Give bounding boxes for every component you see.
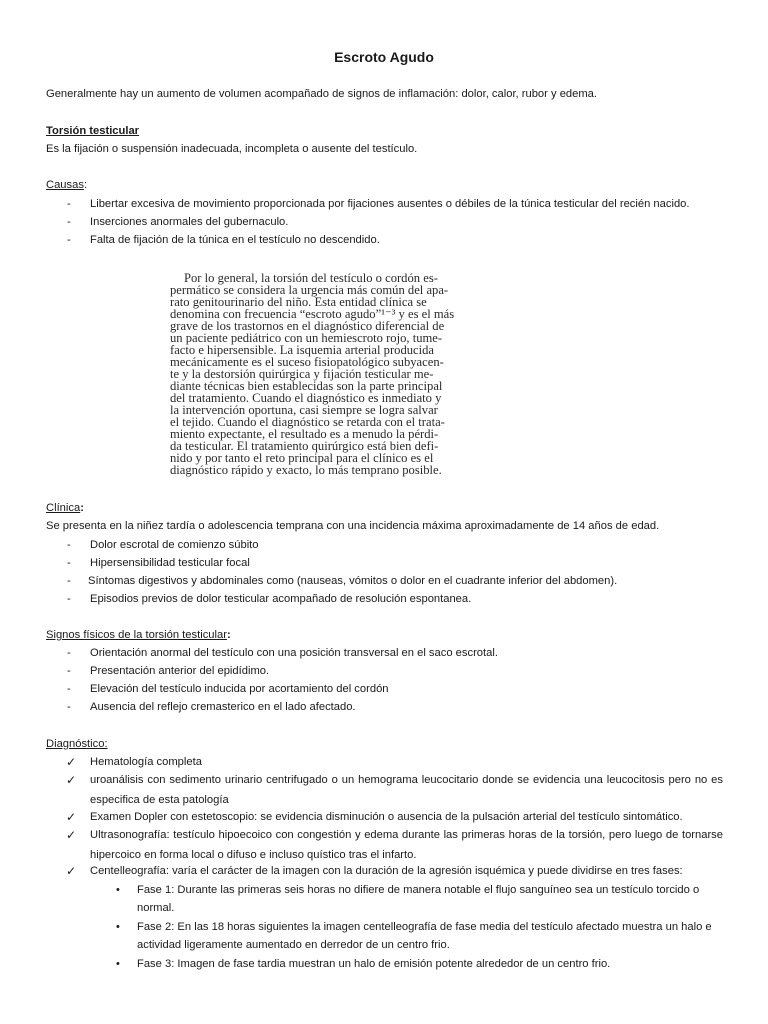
fase-item-text: Fase 3: Imagen de fase tardia muestran un halo de emisión potente alrededor de un centro frio. — [137, 958, 611, 970]
clinica-intro: Se presenta en la niñez tardía o adolescencia temprana con una incidencia máxima aproximadamente de 14 años de edad. — [46, 520, 660, 532]
diagnostico-heading: Diagnóstico: — [46, 738, 108, 750]
scan-line: la intervención oportuna, casi siempre se logra salvar — [170, 403, 438, 417]
fase-item-text: Fase 1: Durante las primeras seis horas no difiere de manera notable el flujo sanguíneo sea un testículo torcido o normal. — [137, 884, 700, 914]
torsion-definition: Es la fijación o suspensión inadecuada, incompleta o ausente del testículo. — [46, 143, 418, 155]
clinica-item-text: Episodios previos de dolor testicular acompañado de resolución espontanea. — [90, 593, 472, 605]
bullet-marker: • — [116, 958, 120, 970]
diagnostico-item-text: uroanálisis con sedimento urinario centrifugado o un hemograma leucocitario donde se evidencia una leucocitosis pero no es especifica de esta patología — [90, 774, 723, 806]
diagnostico-item-text: Centelleografía: varía el carácter de la imagen con la duración de la agresión isquémica y puede dividirse en tres fases: — [90, 865, 683, 877]
dash-marker: - — [67, 701, 71, 713]
scan-line: rato genitourinario del niño. Esta entidad clínica se — [170, 295, 427, 309]
list-item — [0, 957, 768, 975]
dash-marker: - — [67, 539, 71, 551]
clinica-heading-colon: : — [80, 502, 84, 514]
list-item — [0, 664, 768, 680]
scan-line: mecánicamente es el suceso fisiopatológico subyacen- — [170, 355, 444, 369]
dash-marker: - — [67, 593, 71, 605]
checkmark-icon: ✓ — [66, 773, 77, 787]
causa-item-text: Falta de fijación de la túnica en el testículo no descendido. — [90, 234, 380, 246]
signo-item-text: Ausencia del reflejo cremasterico en el lado afectado. — [90, 701, 356, 713]
list-item — [0, 538, 768, 554]
list-item — [0, 592, 768, 608]
clinica-item-text: Hipersensibilidad testicular focal — [90, 557, 250, 569]
scan-line: grave de los trastornos en el diagnóstico diferencial de — [170, 319, 445, 333]
bullet-marker: • — [116, 921, 120, 933]
scan-line: un paciente pediátrico con un hemiescroto rojo, tume- — [170, 331, 443, 345]
signo-item-text: Presentación anterior del epidídimo. — [90, 665, 270, 677]
checkmark-icon: ✓ — [66, 755, 77, 769]
scan-line: da testicular. El tratamiento quirúrgico está bien defi- — [170, 439, 439, 453]
clinica-item-text: Dolor escrotal de comienzo súbito — [90, 539, 259, 551]
scan-line: nido y por tanto el reto principal para el clínico es el — [170, 451, 434, 465]
clinica-heading — [46, 501, 84, 515]
list-item — [0, 233, 768, 249]
list-item — [0, 556, 768, 572]
diagnostico-item-text: Ultrasonografía: testículo hipoecoico con congestión y edema durante las primeras horas de la torsión, pero luego de tornarse hipercoico en forma local o difuso e incluso quístico tras el infarto. — [90, 829, 723, 861]
list-item — [0, 773, 768, 811]
dash-marker: - — [67, 216, 71, 228]
dash-marker: - — [67, 234, 71, 246]
causas-heading — [46, 178, 87, 192]
scan-line: miento expectante, el resultado es a menudo la pérdi- — [170, 427, 439, 441]
causas-heading-text: Causas — [46, 179, 84, 191]
list-item — [0, 920, 768, 956]
clinica-item-text: Síntomas digestivos y abdominales como (nauseas, vómitos o dolor en el cuadrante inferior del abdomen). — [88, 575, 618, 587]
list-item — [0, 215, 768, 231]
diagnostico-item-text: Examen Dopler con estetoscopio: se evidencia disminución o ausencia de la pulsación arterial del testículo sintomático. — [90, 811, 683, 823]
scan-line: permático se considera la urgencia más común del apa- — [170, 283, 449, 297]
scan-line: denomina con frecuencia “escroto agudo”¹⁻³ y es el más — [170, 307, 455, 321]
list-item — [0, 682, 768, 698]
signos-heading-colon: : — [226, 629, 231, 641]
intro-paragraph: Generalmente hay un aumento de volumen acompañado de signos de inflamación: dolor, calor, rubor y edema. — [46, 88, 598, 100]
dash-marker: - — [67, 647, 71, 659]
checkmark-icon: ✓ — [66, 810, 77, 824]
list-item — [0, 197, 768, 213]
signos-heading-text: Signos físicos de la torsión testicular — [46, 629, 227, 641]
signos-heading — [46, 628, 231, 642]
dash-marker: - — [67, 198, 71, 210]
signo-item-text: Orientación anormal del testículo con una posición transversal en el saco escrotal. — [90, 647, 498, 659]
clinica-heading-text: Clínica — [46, 502, 81, 514]
causa-item-text: Libertar excesiva de movimiento proporcionada por fijaciones ausentes o débiles de la túnica testicular del recién nacido. — [90, 198, 690, 210]
list-item — [0, 864, 768, 882]
dash-marker: - — [67, 557, 71, 569]
list-item — [0, 883, 768, 919]
causa-item-text: Inserciones anormales del gubernaculo. — [90, 216, 289, 228]
checkmark-icon: ✓ — [66, 864, 77, 878]
checkmark-icon: ✓ — [66, 828, 77, 842]
scan-line: facto e hipersensible. La isquemia arterial producida — [170, 343, 435, 357]
dash-marker: - — [67, 683, 71, 695]
dash-marker: - — [67, 575, 71, 587]
scan-line: el tejido. Cuando el diagnóstico se retarda con el trata- — [170, 415, 445, 429]
list-item — [0, 700, 768, 716]
signo-item-text: Elevación del testículo inducida por acortamiento del cordón — [90, 683, 389, 695]
fase-item-text: Fase 2: En las 18 horas siguientes la imagen centelleografía de fase media del testículo afectado muestra un halo e actividad ligeramente aumentado en derredor de un centro frio. — [137, 921, 712, 951]
scan-line: Por lo general, la torsión del testículo o cordón es- — [184, 271, 438, 285]
causas-heading-colon: : — [83, 179, 88, 191]
scan-line: diante técnicas bien establecidas son la parte principal — [170, 379, 443, 393]
scan-line: diagnóstico rápido y exacto, lo más temprano posible. — [170, 463, 442, 477]
torsion-heading: Torsión testicular — [46, 125, 140, 137]
dash-marker: - — [67, 665, 71, 677]
document-title: Escroto Agudo — [334, 49, 434, 65]
list-item — [0, 574, 768, 590]
list-item — [0, 646, 768, 662]
diagnostico-item-text: Hematología completa — [90, 756, 202, 768]
scan-line: del tratamiento. Cuando el diagnóstico es inmediato y — [170, 391, 442, 405]
scanned-excerpt-image — [170, 268, 492, 480]
bullet-marker: • — [116, 884, 120, 896]
scan-line: te y la destorsión quirúrgica y fijación testicular me- — [170, 367, 434, 381]
